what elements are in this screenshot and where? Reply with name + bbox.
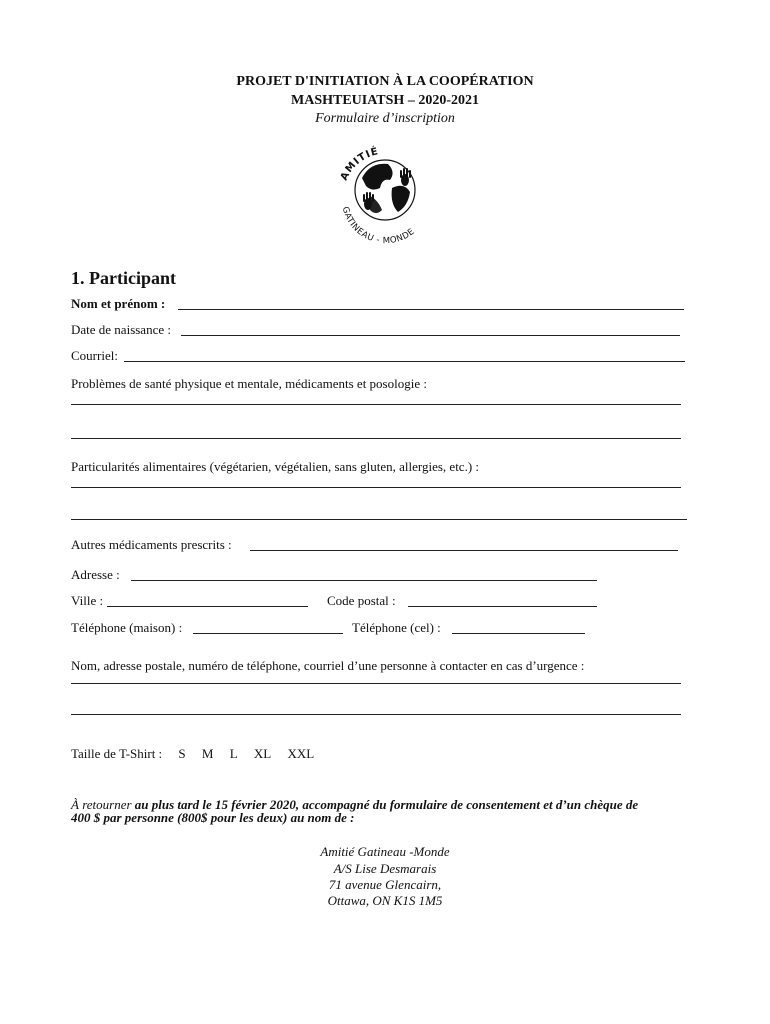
diet-field-line2[interactable] [71,519,687,520]
name-label: Nom et prénom : [71,296,166,311]
email-label: Courriel: [71,348,118,363]
emergency-contact-label: Nom, adresse postale, numéro de téléphone, courriel d’une personne à contacter en cas d’urgence : [71,658,585,673]
tshirt-size-s[interactable]: S [178,746,186,761]
city-field[interactable] [107,606,308,607]
postal-code-label: Code postal : [327,593,396,608]
phone-cell-field[interactable] [452,633,585,634]
mailing-address-line4: Ottawa, ON K1S 1M5 [327,893,443,908]
tshirt-size-m[interactable]: M [201,746,214,761]
emergency-field-line2[interactable] [71,714,681,715]
section-heading-participant: 1. Participant [71,268,176,288]
logo-text-top: AMITIÉ [338,146,381,183]
address-field[interactable] [131,580,597,581]
emergency-field-line1[interactable] [71,683,681,684]
globe-hands-logo-icon [330,130,440,250]
phone-cell-label: Téléphone (cel) : [352,620,441,635]
other-meds-label: Autres médicaments prescrits : [71,537,232,552]
tshirt-size-label: Taille de T-Shirt : [71,746,163,761]
form-title-line1: PROJET D'INITIATION À LA COOPÉRATION [236,74,534,89]
tshirt-size-xxl[interactable]: XXL [287,746,315,761]
birth-date-field[interactable] [181,335,680,336]
logo-text-bottom: GATINEAU - MONDE [339,205,417,247]
other-meds-field[interactable] [250,550,678,551]
return-note-prefix: À retourner [71,797,132,812]
mailing-address-line2: A/S Lise Desmarais [333,861,437,876]
phone-home-field[interactable] [193,633,343,634]
city-label: Ville : [71,593,104,608]
tshirt-size-row [71,746,327,762]
tshirt-size-xl[interactable]: XL [253,746,272,761]
health-label: Problèmes de santé physique et mentale, médicaments et posologie : [71,376,427,391]
diet-label: Particularités alimentaires (végétarien, végétalien, sans gluten, allergies, etc.) : [71,459,480,474]
name-field[interactable] [178,309,684,310]
email-field[interactable] [124,361,685,362]
form-subtitle: Formulaire d’inscription [315,111,455,126]
health-field-line1[interactable] [71,404,681,405]
birth-date-label: Date de naissance : [71,322,171,337]
address-label: Adresse : [71,567,120,582]
form-title-line2: MASHTEUIATSH – 2020-2021 [291,93,479,108]
return-note-line1-text: au plus tard le 15 février 2020, accompagné du formulaire de consentement et d’un chèque de [131,797,639,812]
return-note-line2: 400 $ par personne (800$ pour les deux) au nom de : [71,810,355,825]
postal-code-field[interactable] [408,606,597,607]
mailing-address-line3: 71 avenue Glencairn, [328,877,442,892]
health-field-line2[interactable] [71,438,681,439]
tshirt-size-l[interactable]: L [229,746,238,761]
mailing-address-line1: Amitié Gatineau -Monde [320,844,450,859]
phone-home-label: Téléphone (maison) : [71,620,183,635]
diet-field-line1[interactable] [71,487,681,488]
